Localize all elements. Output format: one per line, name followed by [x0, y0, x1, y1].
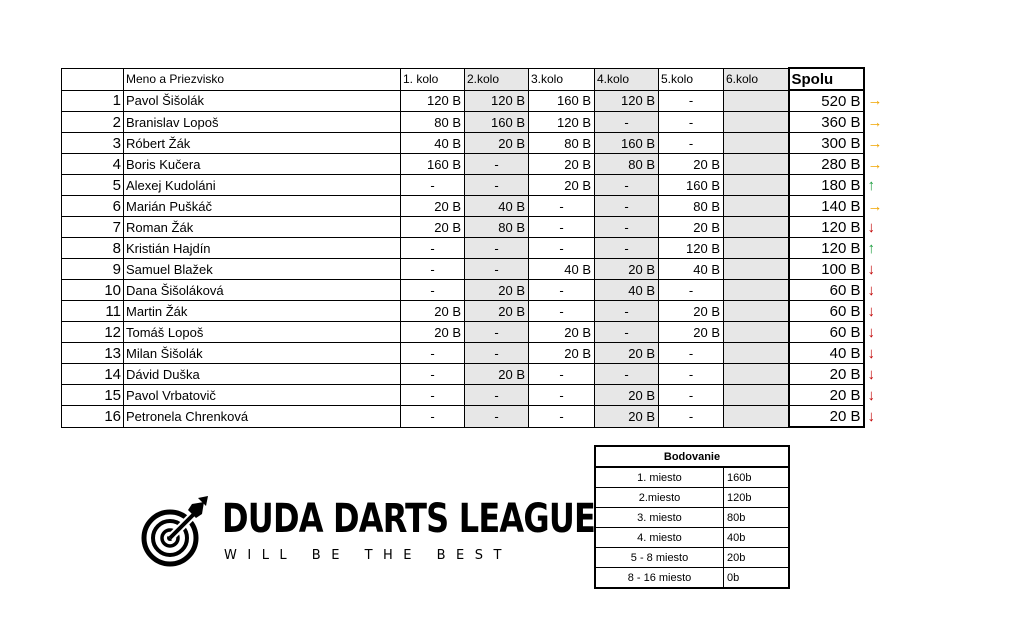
scoring-row [595, 568, 789, 589]
trend-arrow-icon: ↓ [867, 218, 875, 236]
player-rank: 4 [62, 154, 124, 175]
league-logo [138, 494, 596, 574]
standings-row [62, 133, 886, 154]
round-4-points: 40 B [595, 280, 659, 301]
player-name: Petronela Chrenková [124, 406, 401, 428]
round-6-points [724, 175, 789, 196]
round-6-points [724, 196, 789, 217]
header-round-5: 5.kolo [659, 68, 724, 90]
header-total: Spolu [789, 68, 864, 90]
scoring-title-row [595, 446, 789, 467]
round-2-points: 20 B [465, 280, 529, 301]
round-1-points: 160 B [401, 154, 465, 175]
round-4-points: - [595, 196, 659, 217]
trend-arrow-icon: → [867, 197, 883, 215]
round-3-points: 160 B [529, 90, 595, 112]
total-points: 300 B [789, 133, 864, 154]
player-name: Pavol Vrbatovič [124, 385, 401, 406]
player-name: Dávid Duška [124, 364, 401, 385]
round-2-points: - [465, 406, 529, 428]
round-3-points: - [529, 406, 595, 428]
round-2-points: 20 B [465, 301, 529, 322]
round-5-points: 160 B [659, 175, 724, 196]
total-points: 20 B [789, 364, 864, 385]
standings-row [62, 364, 886, 385]
round-3-points: 80 B [529, 133, 595, 154]
round-1-points: - [401, 238, 465, 259]
round-6-points [724, 217, 789, 238]
round-1-points: 20 B [401, 217, 465, 238]
standings-row [62, 90, 886, 112]
round-5-points: - [659, 90, 724, 112]
player-rank: 5 [62, 175, 124, 196]
round-6-points [724, 259, 789, 280]
round-6-points [724, 364, 789, 385]
player-rank: 1 [62, 90, 124, 112]
player-name: Milan Šišolák [124, 343, 401, 364]
round-2-points: 80 B [465, 217, 529, 238]
round-6-points [724, 90, 789, 112]
total-points: 180 B [789, 175, 864, 196]
total-points: 120 B [789, 238, 864, 259]
round-3-points: 40 B [529, 259, 595, 280]
round-2-points: - [465, 343, 529, 364]
player-name: Samuel Blažek [124, 259, 401, 280]
player-rank: 14 [62, 364, 124, 385]
scoring-row [595, 508, 789, 528]
round-1-points: 120 B [401, 90, 465, 112]
round-5-points: 120 B [659, 238, 724, 259]
standings-row [62, 259, 886, 280]
trend-arrow-icon: ↓ [867, 302, 875, 320]
round-2-points: 40 B [465, 196, 529, 217]
player-name: Róbert Žák [124, 133, 401, 154]
round-4-points: - [595, 217, 659, 238]
round-5-points: 20 B [659, 322, 724, 343]
round-5-points: 40 B [659, 259, 724, 280]
dartboard-arrow-icon [138, 494, 210, 574]
round-4-points: 80 B [595, 154, 659, 175]
scoring-row [595, 488, 789, 508]
scoring-place: 2.miesto [595, 488, 724, 508]
scoring-place: 8 - 16 miesto [595, 568, 724, 589]
player-name: Tomáš Lopoš [124, 322, 401, 343]
round-4-points: 20 B [595, 385, 659, 406]
player-rank: 8 [62, 238, 124, 259]
standings-row [62, 406, 886, 428]
total-points: 140 B [789, 196, 864, 217]
round-5-points: - [659, 385, 724, 406]
scoring-body [595, 467, 789, 588]
round-1-points: - [401, 385, 465, 406]
trend-arrow-icon: → [867, 92, 883, 110]
header-round-1: 1. kolo [401, 68, 465, 90]
round-6-points [724, 385, 789, 406]
round-6-points [724, 133, 789, 154]
standings-row [62, 217, 886, 238]
standings-row [62, 385, 886, 406]
scoring-table [594, 445, 790, 589]
round-5-points: 20 B [659, 217, 724, 238]
round-3-points: 120 B [529, 112, 595, 133]
round-4-points: - [595, 238, 659, 259]
round-2-points: 20 B [465, 133, 529, 154]
standings-row [62, 280, 886, 301]
trend-arrow-icon: ↓ [867, 281, 875, 299]
round-1-points: - [401, 364, 465, 385]
round-5-points: - [659, 112, 724, 133]
round-3-points: - [529, 280, 595, 301]
player-name: Martin Žák [124, 301, 401, 322]
player-rank: 6 [62, 196, 124, 217]
round-4-points: 20 B [595, 259, 659, 280]
round-1-points: - [401, 406, 465, 428]
round-4-points: 160 B [595, 133, 659, 154]
header-round-4: 4.kolo [595, 68, 659, 90]
round-4-points: - [595, 322, 659, 343]
round-2-points: 160 B [465, 112, 529, 133]
round-2-points: - [465, 175, 529, 196]
round-1-points: - [401, 280, 465, 301]
player-name: Boris Kučera [124, 154, 401, 175]
player-rank: 7 [62, 217, 124, 238]
header-round-2: 2.kolo [465, 68, 529, 90]
scoring-points: 20b [724, 548, 790, 568]
round-5-points: 80 B [659, 196, 724, 217]
trend-arrow-icon: → [867, 134, 883, 152]
round-5-points: 20 B [659, 301, 724, 322]
player-name: Kristián Hajdín [124, 238, 401, 259]
round-1-points: - [401, 343, 465, 364]
scoring-title: Bodovanie [595, 446, 789, 467]
header-trend-spacer [864, 68, 886, 90]
player-name: Alexej Kudoláni [124, 175, 401, 196]
header-round-3: 3.kolo [529, 68, 595, 90]
total-points: 40 B [789, 343, 864, 364]
round-6-points [724, 112, 789, 133]
round-4-points: - [595, 112, 659, 133]
round-1-points: 20 B [401, 301, 465, 322]
round-1-points: 40 B [401, 133, 465, 154]
round-2-points: - [465, 154, 529, 175]
scoring-row [595, 528, 789, 548]
total-points: 100 B [789, 259, 864, 280]
round-1-points: 20 B [401, 196, 465, 217]
round-3-points: 20 B [529, 175, 595, 196]
player-name: Dana Šišoláková [124, 280, 401, 301]
round-3-points: - [529, 364, 595, 385]
trend-arrow-icon: ↓ [867, 407, 875, 425]
total-points: 60 B [789, 280, 864, 301]
scoring-place: 4. miesto [595, 528, 724, 548]
round-2-points: 120 B [465, 90, 529, 112]
round-5-points: - [659, 343, 724, 364]
scoring-row [595, 467, 789, 488]
player-name: Roman Žák [124, 217, 401, 238]
round-2-points: 20 B [465, 364, 529, 385]
trend-arrow-icon: → [867, 155, 883, 173]
round-3-points: 20 B [529, 154, 595, 175]
total-points: 520 B [789, 90, 864, 112]
trend-arrow-icon: ↓ [867, 365, 875, 383]
scoring-points: 80b [724, 508, 790, 528]
round-3-points: - [529, 238, 595, 259]
standings-row [62, 238, 886, 259]
header-row [62, 68, 886, 90]
total-points: 120 B [789, 217, 864, 238]
standings-row [62, 322, 886, 343]
round-5-points: - [659, 364, 724, 385]
round-6-points [724, 301, 789, 322]
total-points: 280 B [789, 154, 864, 175]
round-3-points: - [529, 196, 595, 217]
round-4-points: - [595, 175, 659, 196]
round-1-points: - [401, 175, 465, 196]
round-6-points [724, 154, 789, 175]
round-2-points: - [465, 238, 529, 259]
trend-arrow-icon: ↓ [867, 344, 875, 362]
round-1-points: 80 B [401, 112, 465, 133]
player-rank: 2 [62, 112, 124, 133]
trend-arrow-icon: ↓ [867, 386, 875, 404]
round-2-points: - [465, 385, 529, 406]
player-rank: 11 [62, 301, 124, 322]
player-rank: 3 [62, 133, 124, 154]
round-4-points: 20 B [595, 406, 659, 428]
standings-row [62, 343, 886, 364]
player-name: Marián Puškáč [124, 196, 401, 217]
standings-row [62, 112, 886, 133]
round-4-points: 20 B [595, 343, 659, 364]
player-rank: 15 [62, 385, 124, 406]
round-5-points: - [659, 280, 724, 301]
round-1-points: - [401, 259, 465, 280]
trend-arrow-icon: ↑ [867, 176, 875, 194]
round-3-points: 20 B [529, 343, 595, 364]
total-points: 20 B [789, 406, 864, 428]
player-rank: 16 [62, 406, 124, 428]
scoring-points: 0b [724, 568, 790, 589]
total-points: 20 B [789, 385, 864, 406]
trend-arrow-icon: ↑ [867, 239, 875, 257]
round-6-points [724, 406, 789, 428]
standings-row [62, 196, 886, 217]
scoring-row [595, 548, 789, 568]
standings-row [62, 175, 886, 196]
round-4-points: - [595, 364, 659, 385]
standings-body [62, 90, 886, 427]
scoring-points: 40b [724, 528, 790, 548]
standings-row [62, 154, 886, 175]
player-rank: 10 [62, 280, 124, 301]
round-2-points: - [465, 259, 529, 280]
total-points: 60 B [789, 322, 864, 343]
round-5-points: 20 B [659, 154, 724, 175]
scoring-points: 160b [724, 467, 790, 488]
player-name: Pavol Šišolák [124, 90, 401, 112]
scoring-place: 3. miesto [595, 508, 724, 528]
standings-row [62, 301, 886, 322]
logo-tagline: WILL BE THE BEST [224, 548, 512, 563]
header-name: Meno a Priezvisko [124, 68, 401, 90]
round-3-points: 20 B [529, 322, 595, 343]
total-points: 360 B [789, 112, 864, 133]
header-rank [62, 68, 124, 90]
scoring-place: 1. miesto [595, 467, 724, 488]
trend-arrow-icon: ↓ [867, 323, 875, 341]
round-3-points: - [529, 385, 595, 406]
round-6-points [724, 280, 789, 301]
player-name: Branislav Lopoš [124, 112, 401, 133]
standings-table [61, 67, 886, 428]
logo-title: DUDA DARTS LEAGUE [222, 496, 596, 542]
trend-arrow-icon: → [867, 113, 883, 131]
round-3-points: - [529, 217, 595, 238]
player-rank: 13 [62, 343, 124, 364]
player-rank: 9 [62, 259, 124, 280]
scoring-points: 120b [724, 488, 790, 508]
round-1-points: 20 B [401, 322, 465, 343]
scoring-place: 5 - 8 miesto [595, 548, 724, 568]
player-rank: 12 [62, 322, 124, 343]
round-6-points [724, 238, 789, 259]
round-5-points: - [659, 406, 724, 428]
round-4-points: - [595, 301, 659, 322]
header-round-6: 6.kolo [724, 68, 789, 90]
round-5-points: - [659, 133, 724, 154]
trend-arrow-icon: ↓ [867, 260, 875, 278]
round-6-points [724, 322, 789, 343]
total-points: 60 B [789, 301, 864, 322]
round-6-points [724, 343, 789, 364]
round-4-points: 120 B [595, 90, 659, 112]
round-2-points: - [465, 322, 529, 343]
round-3-points: - [529, 301, 595, 322]
